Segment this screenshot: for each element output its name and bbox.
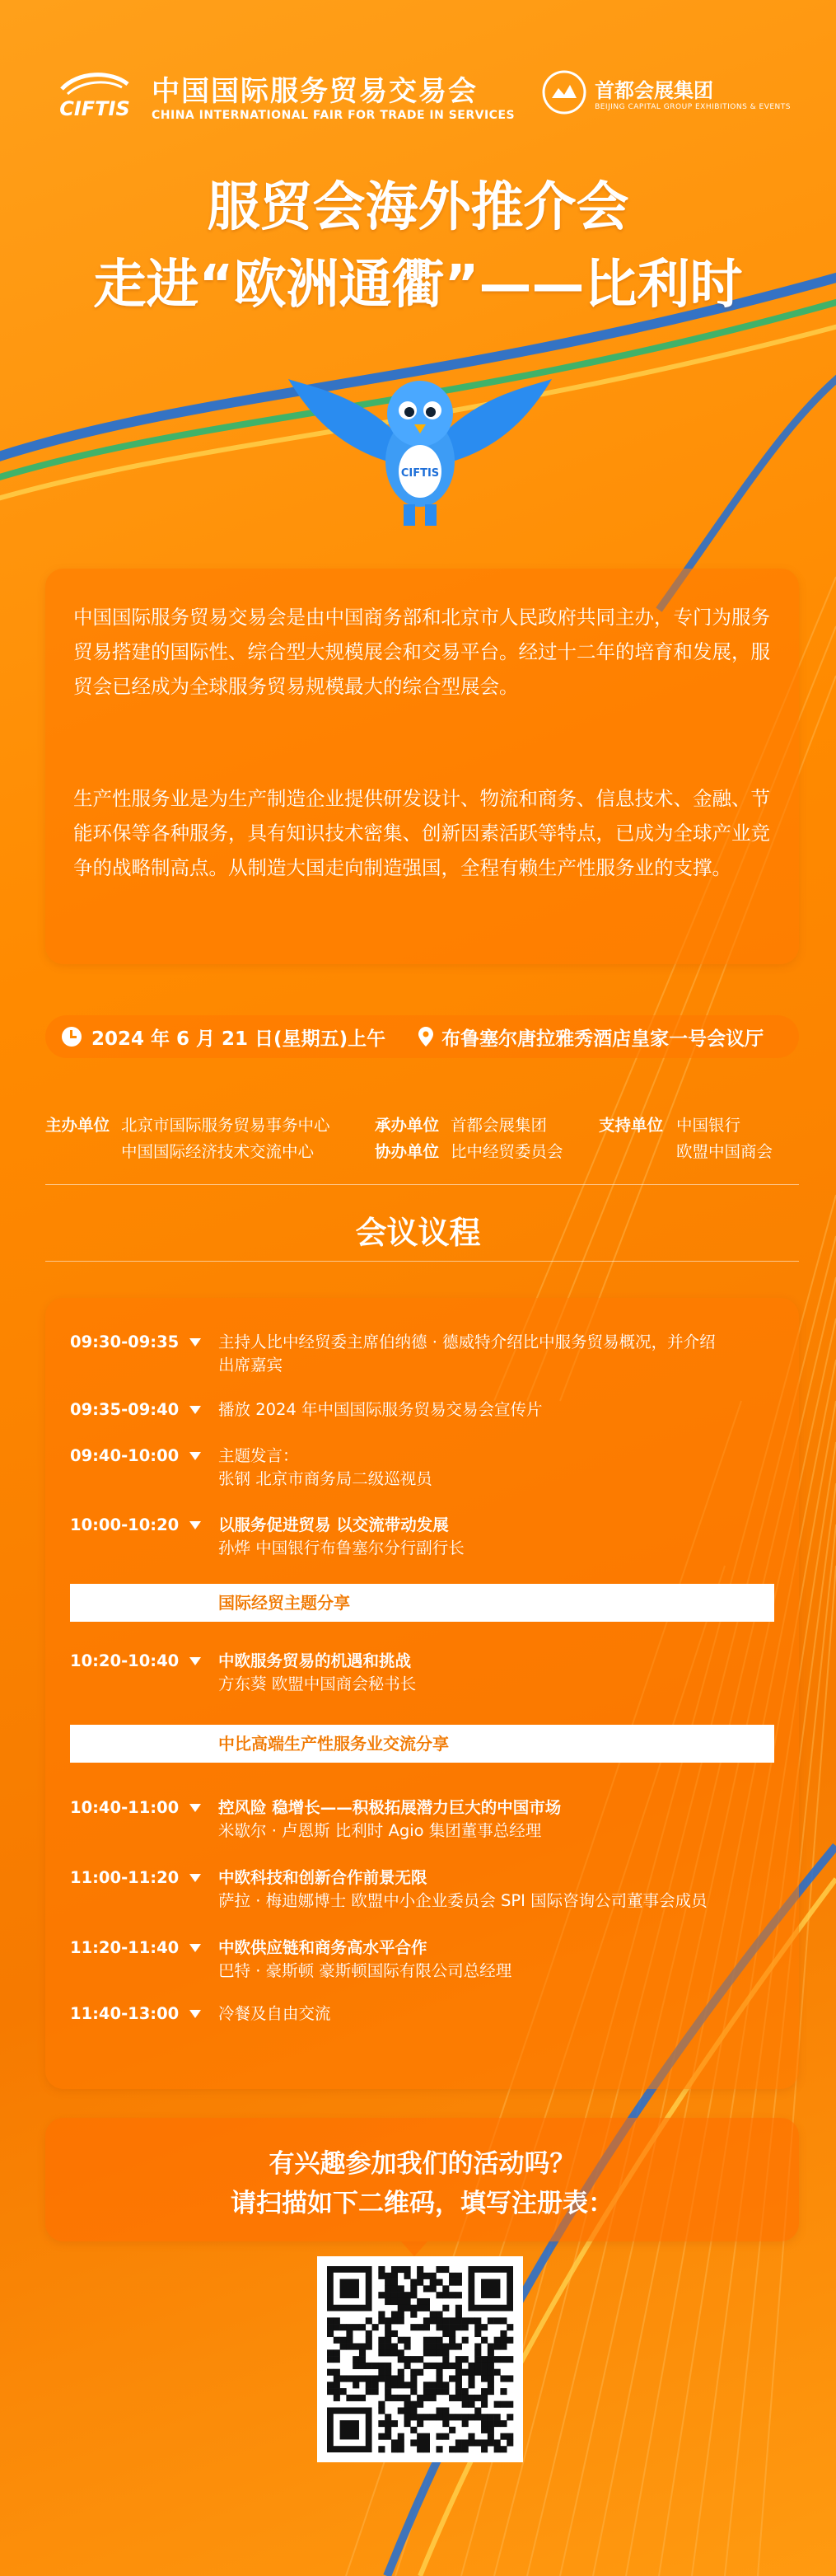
agenda-text: 出席嘉宾 <box>218 1356 283 1375</box>
triangle-bullet-icon <box>189 1521 201 1529</box>
qr-finder-pattern <box>340 2420 359 2439</box>
agenda-time: 11:40-13:00 <box>70 2004 180 2023</box>
callout-line-2: 请扫描如下二维码，填写注册表： <box>231 2189 614 2218</box>
section-banner <box>70 1725 774 1763</box>
agenda-time: 11:20-11:40 <box>70 1938 180 1957</box>
divider <box>45 1184 799 1185</box>
beijing-capital-name-en: BEIJING CAPITAL GROUP EXHIBITIONS & EVENTS <box>595 102 791 111</box>
beijing-capital-name-cn: 首都会展集团 <box>595 78 714 102</box>
support-unit-1: 中国银行 <box>676 1116 741 1135</box>
event-info-bar <box>45 1015 799 1058</box>
registration-callout <box>45 2118 799 2241</box>
agenda-text: 主题发言： <box>218 1446 299 1465</box>
callout-line-1: 有兴趣参加我们的活动吗？ <box>269 2149 576 2179</box>
mascot-bird <box>280 363 560 536</box>
location-pin-icon <box>418 1027 433 1047</box>
intro-paragraph-2: 生产性服务业是为生产制造企业提供研发设计、物流和商务、信息技术、金融、节能环保等各种服务，具有知识技术密集、创新因素活跃等特点，已成为全球产业竞争的战略制高点。从制造大国走向制造强国，全程有赖生产性服务业的支撑。 <box>73 787 770 879</box>
co-organizer-label: 协办单位 <box>375 1142 440 1161</box>
title-line-2: 走进“欧洲通衢”——比利时 <box>93 255 743 316</box>
co-organizer-unit: 比中经贸委员会 <box>451 1142 563 1161</box>
triangle-bullet-icon <box>189 1804 201 1812</box>
agenda-speaker: 巴特 · 豪斯顿 豪斯顿国际有限公司总经理 <box>218 1961 512 1980</box>
ciftis-name-en: CHINA INTERNATIONAL FAIR FOR TRADE IN SERVICES <box>152 108 516 122</box>
intro-card <box>45 569 799 964</box>
agenda-title: 会议议程 <box>355 1215 481 1251</box>
ciftis-name-cn: 中国国际服务贸易交易会 <box>152 74 478 108</box>
agenda-speaker: 米歇尔 · 卢恩斯 比利时 Agio 集团董事总经理 <box>218 1821 542 1840</box>
triangle-bullet-icon <box>189 1452 201 1460</box>
agenda-topic: 中欧服务贸易的机遇和挑战 <box>218 1651 412 1670</box>
agenda-time: 09:35-09:40 <box>70 1400 180 1419</box>
triangle-bullet-icon <box>189 1874 201 1882</box>
ciftis-logo <box>49 66 515 124</box>
agenda-speaker: 孙烨 中国银行布鲁塞尔分行副行长 <box>218 1539 465 1557</box>
agenda-speaker: 萨拉 · 梅迪娜博士 欧盟中小企业委员会 SPI 国际咨询公司董事会成员 <box>218 1891 708 1910</box>
agenda-time: 11:00-11:20 <box>70 1868 180 1887</box>
triangle-bullet-icon <box>189 1338 201 1347</box>
callout-pointer <box>401 2241 427 2256</box>
beijing-capital-icon <box>542 70 586 115</box>
agenda-topic: 以服务促进贸易 以交流带动发展 <box>218 1515 449 1534</box>
agenda-time: 09:40-10:00 <box>70 1446 180 1465</box>
agenda-time: 10:20-10:40 <box>70 1651 180 1670</box>
host-unit-1: 北京市国际服务贸易事务中心 <box>121 1116 330 1135</box>
triangle-bullet-icon <box>189 1944 201 1952</box>
qr-finder-pattern <box>340 2279 359 2298</box>
section-banner <box>70 1584 774 1622</box>
event-venue: 布鲁塞尔唐拉雅秀酒店皇家一号会议厅 <box>441 1028 764 1050</box>
host-unit-2: 中国国际经济技术交流中心 <box>121 1142 315 1161</box>
agenda-text: 播放 2024 年中国国际服务贸易交易会宣传片 <box>218 1400 543 1419</box>
host-label: 主办单位 <box>45 1116 110 1135</box>
clock-icon <box>62 1027 82 1047</box>
agenda-speaker: 方东葵 欧盟中国商会秘书长 <box>218 1674 417 1693</box>
triangle-bullet-icon <box>189 2010 201 2018</box>
support-label: 支持单位 <box>599 1116 664 1135</box>
beijing-capital-logo <box>542 70 791 115</box>
agenda-topic: 中欧供应链和商务高水平合作 <box>218 1938 427 1957</box>
agenda-topic: 控风险 稳增长——积极拓展潜力巨大的中国市场 <box>218 1798 562 1817</box>
intro-paragraph-1: 中国国际服务贸易交易会是由中国商务部和北京市人民政府共同主办，专门为服务贸易搭建的国际性、综合型大规模展会和交易平台。经过十二年的培育和发展，服贸会已经成为全球服务贸易规模最大的综合型展会。 <box>73 606 770 698</box>
support-unit-2: 欧盟中国商会 <box>676 1142 773 1161</box>
agenda-card <box>45 1298 799 2089</box>
triangle-bullet-icon <box>189 1406 201 1414</box>
triangle-bullet-icon <box>189 1657 201 1665</box>
agenda-text: 主持人比中经贸委主席伯纳德 · 德威特介绍比中服务贸易概况，并介绍 <box>218 1332 716 1351</box>
title-line-1: 服贸会海外推介会 <box>207 177 629 238</box>
divider <box>45 1261 799 1262</box>
header <box>49 58 791 132</box>
registration-qr-code[interactable] <box>317 2256 523 2462</box>
organizer-unit: 首都会展集团 <box>451 1116 548 1135</box>
agenda-topic: 中欧科技和创新合作前景无限 <box>218 1868 427 1887</box>
organizer-label: 承办单位 <box>375 1116 440 1135</box>
main-title <box>0 169 836 324</box>
ciftis-badge-text: CIFTIS <box>59 97 130 120</box>
qr-finder-pattern <box>481 2279 500 2298</box>
mascot-badge-text: CIFTIS <box>400 467 440 480</box>
section-banner-text: 国际经贸主题分享 <box>218 1593 350 1613</box>
agenda-time: 10:40-11:00 <box>70 1798 180 1817</box>
event-datetime: 2024 年 6 月 21 日(星期五)上午 <box>91 1028 386 1050</box>
agenda-time: 09:30-09:35 <box>70 1332 180 1351</box>
agenda-text: 张钢 北京市商务局二级巡视员 <box>218 1469 432 1488</box>
section-banner-text: 中比高端生产性服务业交流分享 <box>218 1734 449 1754</box>
ciftis-logo-icon <box>49 66 140 124</box>
agenda-text: 冷餐及自由交流 <box>218 2004 331 2023</box>
agenda-time: 10:00-10:20 <box>70 1515 180 1534</box>
